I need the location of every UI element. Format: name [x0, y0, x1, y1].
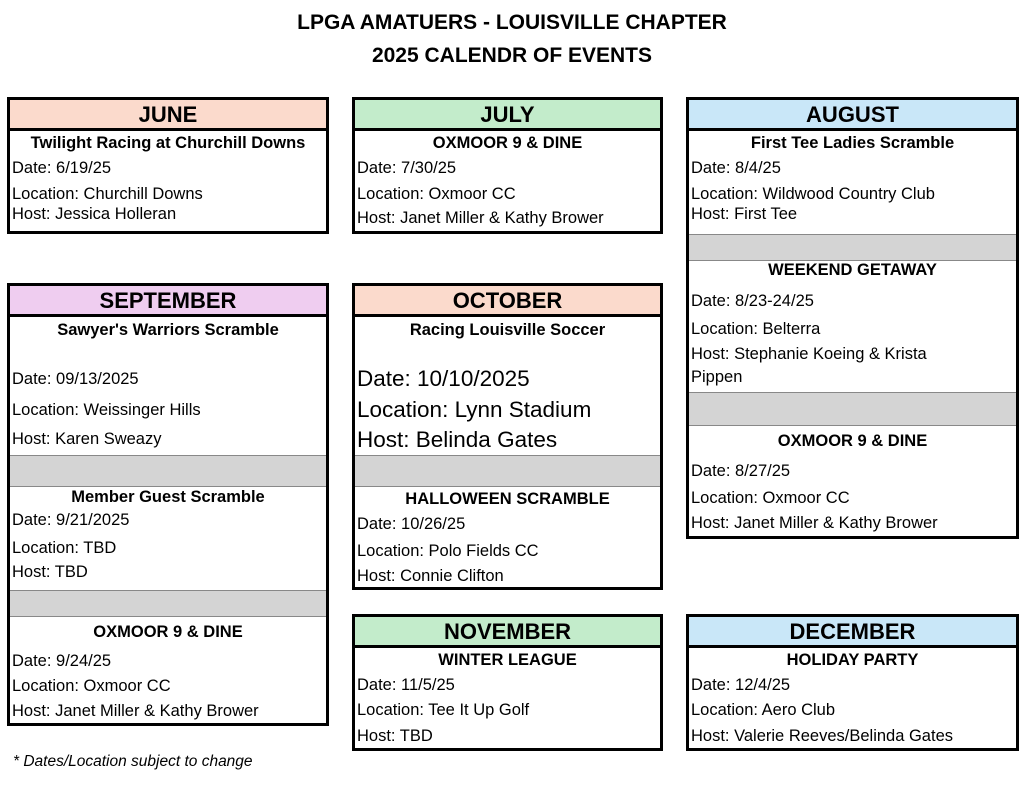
month-header: OCTOBER: [355, 286, 660, 317]
separator: [689, 234, 1016, 261]
event-host: Host: Jessica Holleran: [12, 205, 177, 223]
month-box-july: [352, 97, 663, 234]
event-host: Host: Stephanie Koeing & Krista: [691, 345, 927, 363]
month-box-august: [686, 97, 1019, 539]
event-date: Date: 11/5/25: [357, 676, 455, 694]
event-name: HALLOWEEN SCRAMBLE: [405, 490, 610, 508]
event-name: WINTER LEAGUE: [438, 651, 577, 669]
event-date: Date: 09/13/2025: [12, 370, 139, 388]
event-host: Host: First Tee: [691, 205, 798, 223]
event-location: Location: Churchill Downs: [12, 185, 203, 203]
month-box-november: [352, 614, 663, 751]
event-date: Date: 9/21/2025: [12, 511, 130, 529]
event-location: Location: Oxmoor CC: [12, 677, 171, 695]
event-location: Location: TBD: [12, 539, 117, 557]
event-date: Date: 8/23-24/25: [691, 292, 814, 310]
event-host: Host: Connie Clifton: [357, 567, 504, 585]
event-location: Location: Oxmoor CC: [691, 489, 850, 507]
event-date: Date: 6/19/25: [12, 159, 112, 177]
event-name: HOLIDAY PARTY: [786, 651, 919, 669]
event-location: Location: Polo Fields CC: [357, 542, 539, 560]
page-title: LPGA AMATUERS - LOUISVILLE CHAPTER: [297, 11, 727, 34]
month-header: SEPTEMBER: [10, 286, 326, 317]
event-host: Host: Janet Miller & Kathy Brower: [12, 702, 259, 720]
event-name: OXMOOR 9 & DINE: [432, 134, 583, 152]
event-location: Location: Aero Club: [691, 701, 836, 719]
event-name: First Tee Ladies Scramble: [750, 134, 955, 152]
event-host: Host: Valerie Reeves/Belinda Gates: [691, 727, 953, 745]
event-date: Date: 10/10/2025: [357, 366, 530, 391]
event-location: Location: Weissinger Hills: [12, 401, 201, 419]
event-location: Location: Belterra: [691, 320, 821, 338]
event-host: Host: TBD: [12, 563, 88, 581]
month-box-june: [7, 97, 329, 234]
event-date: Date: 10/26/25: [357, 515, 466, 533]
event-host: Host: Belinda Gates: [357, 427, 558, 452]
event-name: Sawyer's Warriors Scramble: [57, 321, 279, 339]
event-location: Location: Tee It Up Golf: [357, 701, 530, 719]
separator: [10, 590, 326, 617]
month-header: NOVEMBER: [355, 617, 660, 648]
event-name: Racing Louisville Soccer: [409, 321, 606, 339]
separator: [355, 455, 660, 487]
event-location: Location: Oxmoor CC: [357, 185, 516, 203]
event-host-continued: Pippen: [691, 368, 743, 386]
event-date: Date: 7/30/25: [357, 159, 457, 177]
event-name: Member Guest Scramble: [71, 488, 265, 506]
event-name: OXMOOR 9 & DINE: [93, 623, 243, 641]
month-header: DECEMBER: [689, 617, 1016, 648]
event-name: Twilight Racing at Churchill Downs: [30, 134, 306, 152]
event-location: Location: Wildwood Country Club: [691, 185, 935, 203]
event-name: WEEKEND GETAWAY: [768, 261, 937, 279]
event-location: Location: Lynn Stadium: [357, 397, 592, 422]
event-date: Date: 9/24/25: [12, 652, 112, 670]
event-host: Host: Janet Miller & Kathy Brower: [691, 514, 938, 532]
footnote: * Dates/Location subject to change: [13, 753, 253, 770]
month-header: JULY: [355, 100, 660, 131]
separator: [689, 392, 1016, 426]
month-header: AUGUST: [689, 100, 1016, 131]
event-date: Date: 8/4/25: [691, 159, 781, 177]
event-date: Date: 12/4/25: [691, 676, 791, 694]
event-date: Date: 8/27/25: [691, 462, 791, 480]
separator: [10, 455, 326, 487]
month-box-december: [686, 614, 1019, 751]
month-box-september: [7, 283, 329, 726]
page-subtitle: 2025 CALENDR OF EVENTS: [371, 44, 653, 67]
event-host: Host: Janet Miller & Kathy Brower: [357, 209, 604, 227]
month-header: JUNE: [10, 100, 326, 131]
event-host: Host: TBD: [357, 727, 433, 745]
event-name: OXMOOR 9 & DINE: [777, 432, 928, 450]
month-box-october: [352, 283, 663, 590]
event-host: Host: Karen Sweazy: [12, 430, 162, 448]
